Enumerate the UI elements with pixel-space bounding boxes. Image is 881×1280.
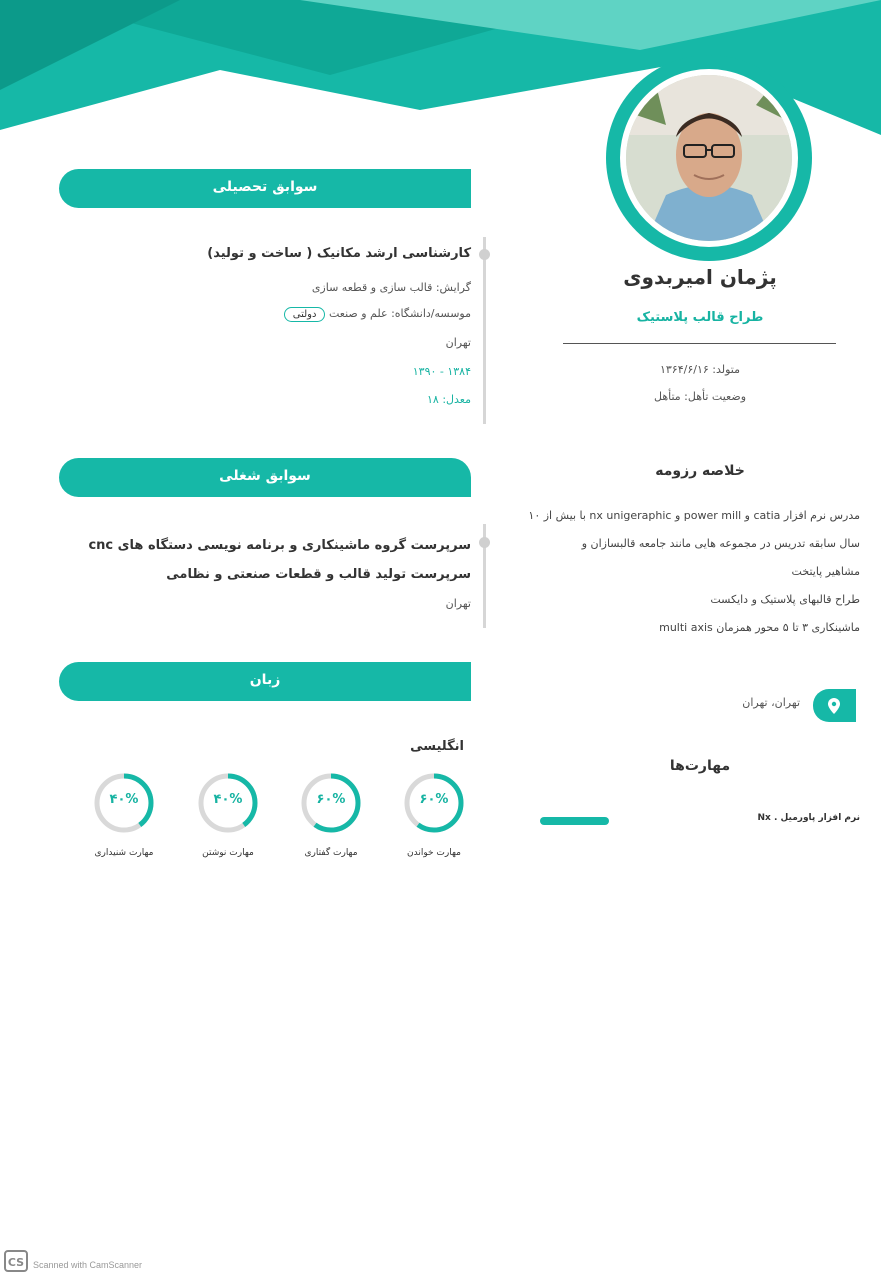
- gauge-speaking-label: مهارت گفتاری: [304, 848, 358, 858]
- gauge-writing-value: ۴۰%: [213, 792, 243, 807]
- gauge-reading-value: ۶۰%: [419, 792, 449, 807]
- marital-status: وضعیت تأهل: متأهل: [653, 390, 747, 403]
- summary-line: طراح قالبهای پلاستیک و دایکست: [710, 593, 860, 606]
- gauge-listening-value: ۴۰%: [109, 792, 139, 807]
- divider: [563, 343, 836, 344]
- education-header-label: سوابق تحصیلی: [212, 179, 318, 195]
- location-pin-icon: [813, 689, 856, 722]
- profile-photo: [626, 75, 792, 241]
- work-header: [59, 458, 471, 497]
- summary-line: مشاهیر پایتخت: [791, 565, 860, 578]
- summary-title: خلاصه رزومه: [655, 463, 745, 479]
- location-text: تهران، تهران: [742, 696, 800, 709]
- language-header-label: زبان: [249, 672, 281, 688]
- skill-level-bar: [540, 817, 609, 825]
- scanner-watermark: Scanned with CamScanner: [33, 1260, 143, 1270]
- skills-title: مهارت‌ها: [669, 758, 731, 774]
- summary-line: مدرس نرم افزار catia و power mill و nx unigeraphic با بیش از ۱۰: [528, 509, 860, 522]
- job-title: طراح قالب پلاستیک: [636, 310, 764, 325]
- institution-type-badge: دولتی: [284, 307, 326, 322]
- language-name: انگلیسی: [410, 739, 464, 754]
- education-city: تهران: [445, 336, 471, 349]
- summary-text: [520, 502, 860, 642]
- gauge-reading-label: مهارت خواندن: [407, 848, 461, 858]
- work-title: سرپرست گروه ماشینکاری و برنامه نویسی دستگاه های cnc سرپرست تولید قالب و قطعات صنعتی و نظامی: [88, 538, 471, 582]
- institution-label: موسسه/دانشگاه: علم و صنعت: [328, 307, 471, 320]
- education-years: ۱۳۸۴ - ۱۳۹۰: [412, 365, 471, 378]
- skill-label: نرم افزار پاورمیل . Nx: [757, 813, 860, 823]
- degree-field: گرایش: قالب سازی و قطعه سازی: [311, 281, 471, 294]
- education-header: [59, 169, 471, 208]
- institution: [280, 307, 471, 322]
- work-header-label: سوابق شغلی: [219, 468, 311, 484]
- degree-title: کارشناسی ارشد مکانیک ( ساخت و تولید): [207, 246, 471, 261]
- work-city: تهران: [445, 597, 471, 610]
- timeline-dot: [479, 537, 490, 548]
- language-header: [59, 662, 471, 701]
- profile-photo-frame: [606, 55, 812, 261]
- gauge-writing-label: مهارت نوشتن: [202, 848, 254, 858]
- timeline-dot: [479, 249, 490, 260]
- gauge-listening-label: مهارت شنیداری: [94, 848, 154, 858]
- summary-line: سال سابقه تدریس در مجموعه هایی مانند جامعه قالبسازان و: [581, 537, 860, 550]
- camscanner-logo: CS: [4, 1250, 28, 1272]
- person-name: پژمان امیربدوی: [623, 265, 777, 289]
- education-timeline: [483, 237, 486, 424]
- summary-line: ماشینکاری ۳ تا ۵ محور همزمان multi axis: [659, 621, 860, 634]
- gauge-speaking-value: ۶۰%: [316, 792, 346, 807]
- education-gpa: معدل: ۱۸: [427, 393, 471, 406]
- location-badge: [813, 689, 856, 722]
- birth-date: متولد: ۱۳۶۴/۶/۱۶: [659, 363, 740, 376]
